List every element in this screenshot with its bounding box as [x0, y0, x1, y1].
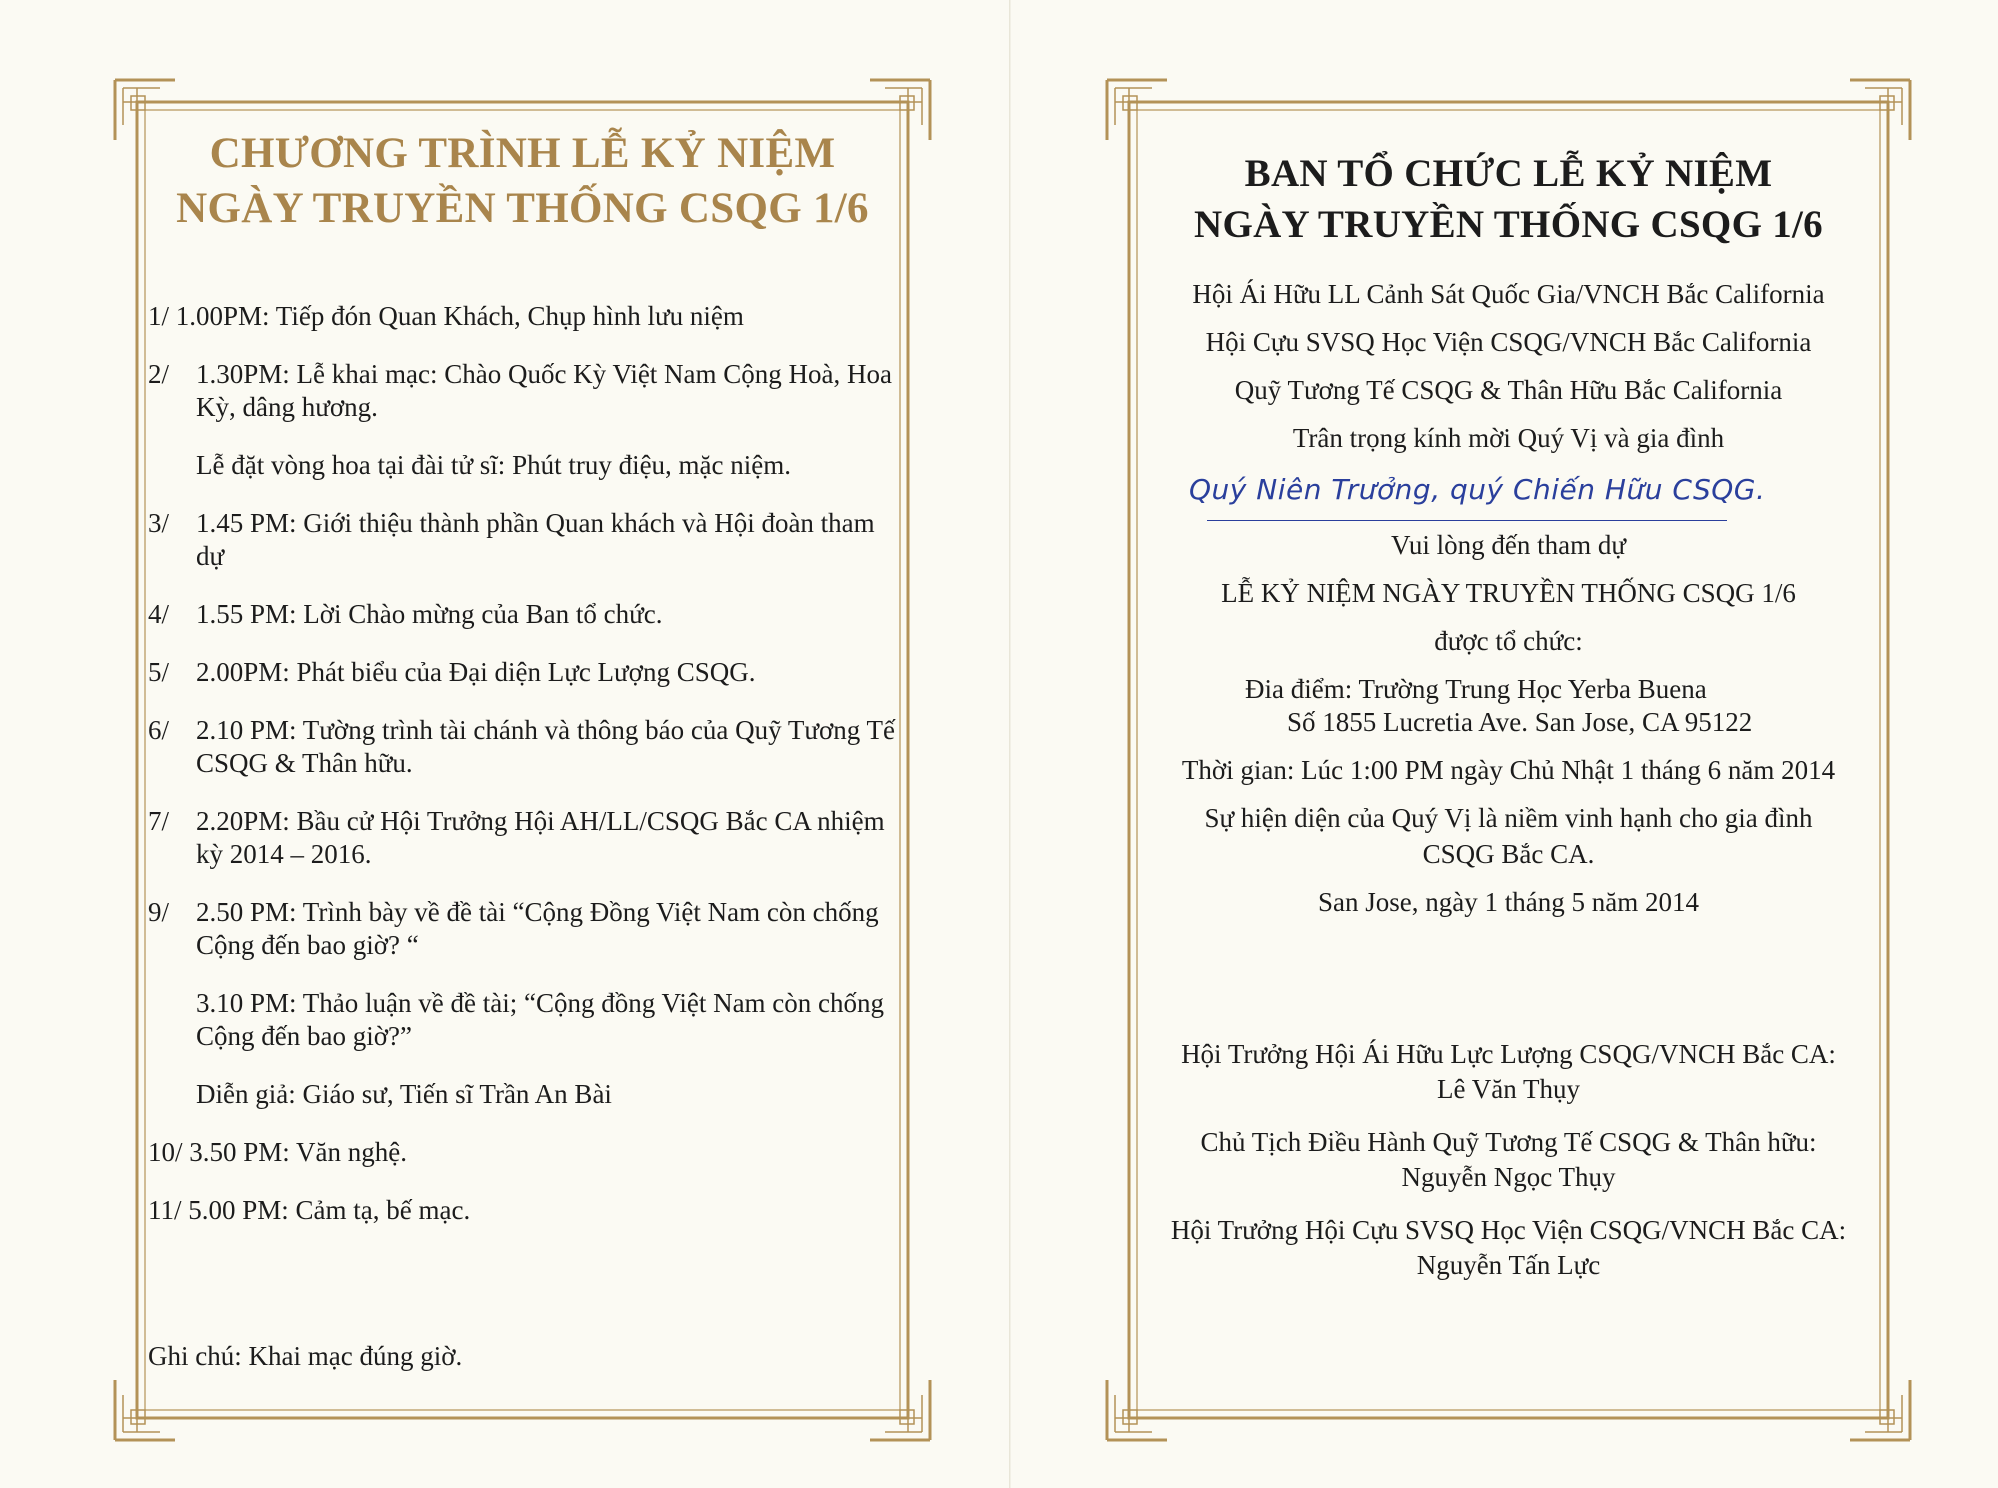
organized-line: được tổ chức: [1434, 626, 1583, 656]
program-note: Ghi chú: Khai mạc đúng giờ. [148, 1341, 463, 1371]
organizer-title [1107, 148, 1910, 250]
card-fold [1009, 0, 1011, 1488]
venue-line2: Số 1855 Lucretia Ave. San Jose, CA 95122 [1287, 707, 1753, 737]
agenda-item: 4/ 1.55 PM: Lời Chào mừng của Ban tổ chức. [148, 599, 663, 629]
guest-underline [1207, 520, 1727, 521]
honor-line2: CSQG Bắc CA. [1422, 839, 1595, 869]
signatory [1107, 1125, 1910, 1195]
invitation-body [1107, 278, 1910, 934]
host-line: Quỹ Tương Tế CSQG & Thân Hữu Bắc California [1234, 375, 1783, 405]
program-title-line1: CHƯƠNG TRÌNH LỄ KỶ NIỆM [209, 130, 836, 177]
program-title-line2: NGÀY TRUYỀN THỐNG CSQG 1/6 [176, 185, 869, 232]
agenda-item: 5/ 2.00PM: Phát biểu của Đại diện Lực Lượng CSQG. [148, 657, 756, 687]
agenda-item: 11/ 5.00 PM: Cảm tạ, bế mạc. [148, 1195, 471, 1225]
venue-line1: Đia điểm: Trường Trung Học Yerba Buena [1245, 674, 1707, 704]
attend-line: Vui lòng đến tham dự [1391, 530, 1626, 560]
organizer-title-line1: BAN TỔ CHỨC LỄ KỶ NIỆM [1244, 152, 1773, 195]
agenda-item: Diễn giả: Giáo sư, Tiến sĩ Trần An Bài [196, 1079, 612, 1109]
time-line: Thời gian: Lúc 1:00 PM ngày Chủ Nhật 1 tháng 6 năm 2014 [1181, 755, 1836, 785]
host-line: Hội Ái Hữu LL Cảnh Sát Quốc Gia/VNCH Bắc California [1192, 279, 1825, 309]
agenda-item: 3/ 1.45 PM: Giới thiệu thành phần Quan khách và Hội đoàn tham dự [148, 508, 875, 571]
organizer-title-line2: NGÀY TRUYỀN THỐNG CSQG 1/6 [1193, 203, 1823, 246]
event-line: LỄ KỶ NIỆM NGÀY TRUYỀN THỐNG CSQG 1/6 [1221, 578, 1796, 608]
venue [1107, 673, 1910, 739]
agenda-item: 10/ 3.50 PM: Văn nghệ. [148, 1137, 408, 1167]
agenda-item: Lễ đặt vòng hoa tại đài tử sĩ: Phút truy điệu, mặc niệm. [196, 450, 792, 480]
invitation-panel [1107, 80, 1910, 1440]
signatory-name: Nguyễn Ngọc Thụy [1401, 1162, 1616, 1192]
agenda-list [148, 300, 908, 1252]
agenda-item: 3.10 PM: Thảo luận về đề tài; “Cộng đồng Việt Nam còn chống Cộng đến bao giờ?” [196, 988, 885, 1051]
agenda-item: 7/ 2.20PM: Bầu cử Hội Trưởng Hội AH/LL/CSQG Bắc CA nhiệm kỳ 2014 – 2016. [148, 806, 885, 869]
program-title [115, 126, 930, 236]
signatories [1107, 1037, 1910, 1301]
invite-line: Trân trọng kính mời Quý Vị và gia đình [1292, 423, 1725, 453]
signatory-name: Lê Văn Thụy [1437, 1074, 1580, 1104]
signatory [1107, 1213, 1910, 1283]
guest-handwritten: Quý Niên Trưởng, quý Chiến Hữu CSQG. [1189, 473, 1766, 506]
guest-fill-in [1107, 473, 1910, 527]
signatory-role: Hội Trưởng Hội Ái Hữu Lực Lượng CSQG/VNCH Bắc CA: [1181, 1039, 1836, 1069]
program-panel [115, 80, 930, 1440]
agenda-item: 2/ 1.30PM: Lễ khai mạc: Chào Quốc Kỳ Việt Nam Cộng Hoà, Hoa Kỳ, dâng hương. [148, 359, 893, 422]
agenda-item: 1/ 1.00PM: Tiếp đón Quan Khách, Chụp hình lưu niệm [148, 301, 744, 331]
signatory-name: Nguyễn Tấn Lực [1416, 1250, 1601, 1280]
agenda-item: 6/ 2.10 PM: Tường trình tài chánh và thông báo của Quỹ Tương Tế CSQG & Thân hữu. [148, 715, 895, 778]
date-line: San Jose, ngày 1 tháng 5 năm 2014 [1318, 887, 1699, 917]
signatory-role: Chủ Tịch Điều Hành Quỹ Tương Tế CSQG & Thân hữu: [1200, 1127, 1817, 1157]
agenda-item: 9/ 2.50 PM: Trình bày về đề tài “Cộng Đồng Việt Nam còn chống Cộng đến bao giờ? “ [148, 897, 879, 960]
honor-line1: Sự hiện diện của Quý Vị là niềm vinh hạnh cho gia đình [1204, 803, 1813, 833]
signatory [1107, 1037, 1910, 1107]
host-line: Hội Cựu SVSQ Học Viện CSQG/VNCH Bắc California [1205, 327, 1812, 357]
signatory-role: Hội Trưởng Hội Cựu SVSQ Học Viện CSQG/VNCH Bắc CA: [1170, 1215, 1847, 1245]
